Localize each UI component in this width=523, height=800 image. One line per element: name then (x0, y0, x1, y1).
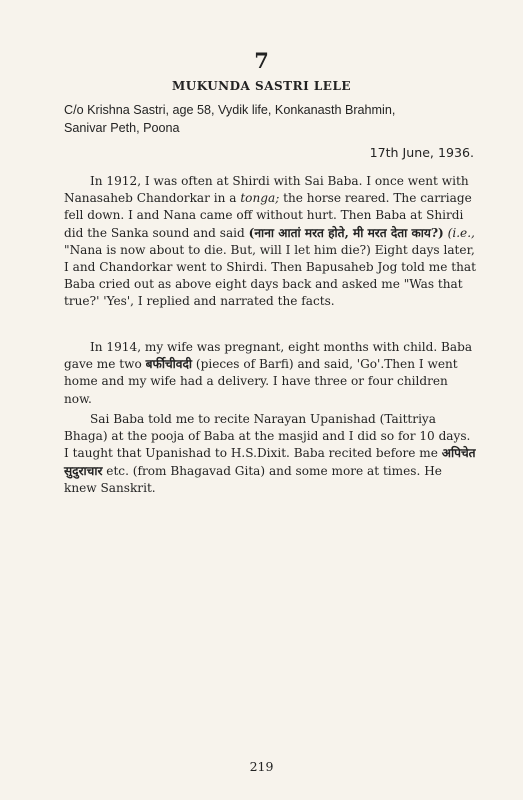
p3-text-a: Sai Baba told me to recite Narayan Upanishad (Taittriya Bhaga) at the pooja of Baba at the masjid and I did so for 10 days. I taught that Upanishad to H.S.Dixit. Baba recited before me (64, 412, 471, 461)
intro-line-2: Sanivar Peth, Poona (64, 120, 180, 135)
p1-ie: (i.e., (443, 225, 475, 240)
page-number: 219 (249, 759, 274, 774)
intro-line-1: C/o Krishna Sastri, age 58, Vydik life, Konkanasth Brahmin, (64, 103, 396, 117)
intro-block (64, 102, 484, 137)
paragraph-2 (64, 339, 476, 408)
paragraph-1 (64, 173, 476, 311)
p1-text-b: the horse reared. The carriage fell down. I and Nana came off without hurt. Then Baba at Shirdi did the Sanka sound and said (64, 191, 472, 240)
p1-text-a: In 1912, I was often at Shirdi with Sai Baba. I once went with Nanasaheb Chandorkar in a (64, 174, 469, 206)
p2-text-b: (pieces of Barfi) and said, 'Go'.Then I went home and my wife had a delivery. I have three or four children now. (64, 357, 458, 406)
interview-date: 17th June, 1936. (369, 145, 474, 160)
chapter-title: MUKUNDA SASTRI LELE (171, 79, 352, 93)
p3-hindi: अपिचेत सुदुराचार (64, 446, 476, 478)
p1-tonga: tonga; (240, 191, 280, 206)
chapter-number: 7 (254, 48, 269, 73)
p2-text-a: In 1914, my wife was pregnant, eight months with child. Baba gave me two (64, 340, 473, 372)
p2-hindi: बर्फीचीवदी (145, 357, 193, 372)
paragraph-3 (64, 411, 476, 497)
p1-hindi-quote: (नाना आतां मरत होते, मी मरत देता काय?) (248, 225, 444, 240)
p3-text-b: etc. (from Bhagavad Gita) and some more at times. He knew Sanskrit. (64, 463, 442, 495)
p1-text-c: "Nana is now about to die. But, will I let him die?) Eight days later, I and Chandorkar went to Shirdi. Then Bapusaheb Jog told me that Baba cried out as above eight days back and asked me "Was that true?' 'Yes', I replied and narrated the facts. (64, 242, 476, 309)
